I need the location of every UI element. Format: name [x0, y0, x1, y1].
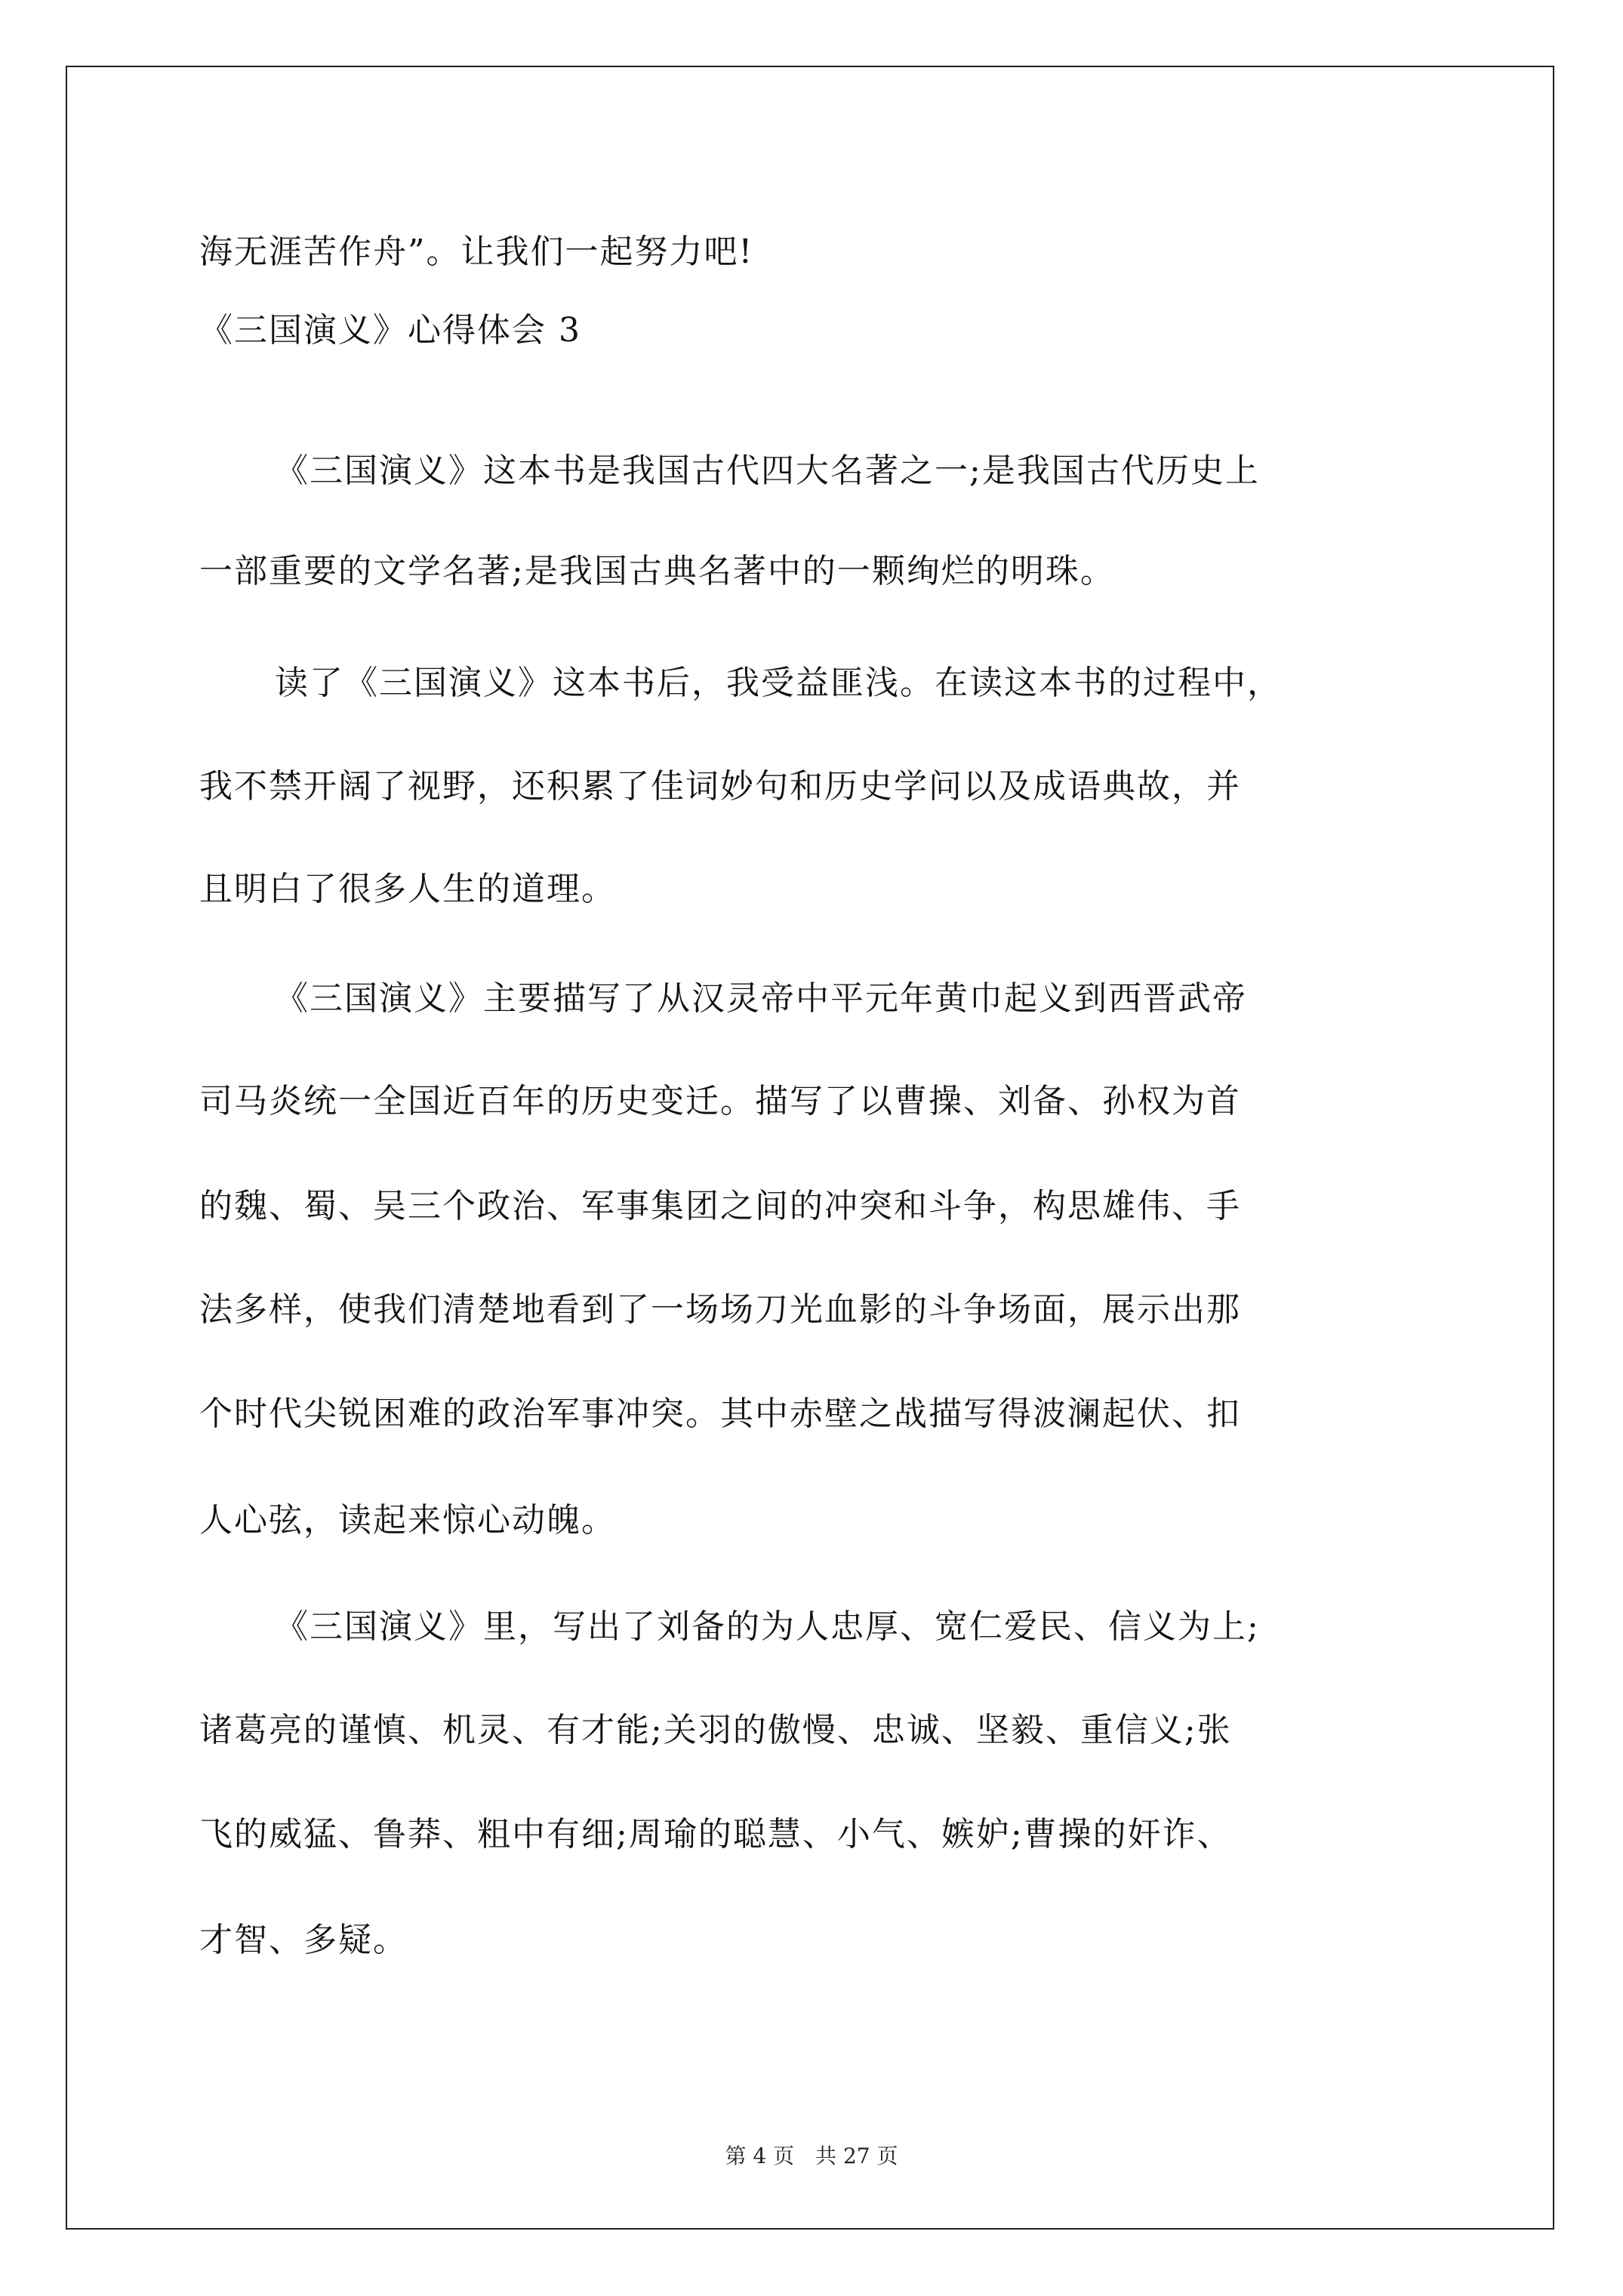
text-line: 《三国演义》里，写出了刘备的为人忠厚、宽仁爱民、信义为上; [275, 1607, 1260, 1646]
page-footer [0, 2143, 1623, 2170]
text-line: 的魏、蜀、吴三个政治、军事集团之间的冲突和斗争，构思雄伟、手 [199, 1187, 1241, 1225]
page-total: 共 27 页 [815, 2143, 898, 2168]
page-border [66, 66, 1554, 2230]
text-line: 且明白了很多人生的道理。 [199, 870, 616, 908]
text-line: 《三国演义》主要描写了从汉灵帝中平元年黄巾起义到西晋武帝 [275, 979, 1247, 1018]
text-line: 才智、多疑。 [199, 1921, 408, 1959]
text-line: 《三国演义》这本书是我国古代四大名著之一;是我国古代历史上 [275, 451, 1260, 490]
text-line: 一部重要的文学名著;是我国古典名著中的一颗绚烂的明珠。 [199, 552, 1115, 590]
page-number: 第 4 页 [725, 2143, 795, 2168]
text-line: 诸葛亮的谨慎、机灵、有才能;关羽的傲慢、忠诚、坚毅、重信义;张 [199, 1711, 1232, 1749]
text-line: 个时代尖锐困难的政治军事冲突。其中赤壁之战描写得波澜起伏、扣 [199, 1395, 1241, 1433]
text-line: 海无涯苦作舟”。让我们一起努力吧! [199, 233, 754, 271]
text-line: 司马炎统一全国近百年的历史变迁。描写了以曹操、刘备、孙权为首 [199, 1082, 1241, 1120]
text-line: 人心弦，读起来惊心动魄。 [199, 1501, 616, 1539]
section-heading: 《三国演义》心得体会 3 [199, 311, 581, 350]
text-line: 飞的威猛、鲁莽、粗中有细;周瑜的聪慧、小气、嫉妒;曹操的奸诈、 [199, 1815, 1232, 1854]
text-line: 法多样，使我们清楚地看到了一场场刀光血影的斗争场面，展示出那 [199, 1290, 1241, 1329]
text-line: 我不禁开阔了视野，还积累了佳词妙句和历史学问以及成语典故，并 [199, 767, 1241, 806]
text-line: 读了《三国演义》这本书后，我受益匪浅。在读这本书的过程中， [275, 664, 1282, 702]
